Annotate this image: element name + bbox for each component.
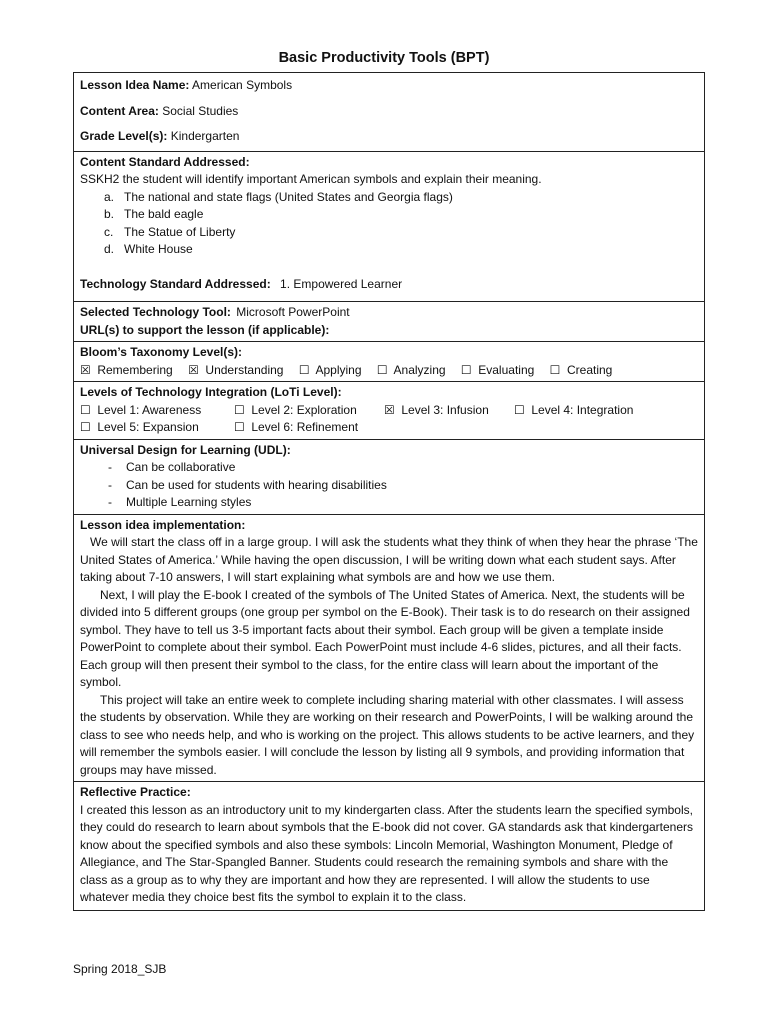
loti-option-level-2[interactable]: ☐ Level 2: Exploration [234,402,384,420]
technology-standard-row [80,276,698,294]
checkbox-checked-icon: ☒ [188,362,199,377]
technology-tool-row [80,304,698,322]
lesson-name-label: Lesson Idea Name: [80,78,190,92]
loti-option-level-5[interactable]: ☐ Level 5: Expansion [80,419,234,437]
page-footer: Spring 2018_SJB [73,962,167,976]
blooms-option-remembering[interactable]: ☒ Remembering [80,362,173,380]
document-title: Basic Productivity Tools (BPT) [278,50,490,66]
url-label: URL(s) to support the lesson (if applicable): [80,322,330,337]
list-item: - Multiple Learning styles [126,494,698,512]
lesson-name-value: American Symbols [192,78,293,92]
content-standard-label: Content Standard Addressed: [80,154,250,169]
content-area-value: Social Studies [162,103,239,118]
loti-options-row-2 [80,419,698,437]
blooms-option-applying[interactable]: ☐ Applying [299,362,362,380]
technology-standard-label: Technology Standard Addressed: [80,276,271,291]
list-item: - Can be collaborative [126,459,698,477]
blooms-option-creating[interactable]: ☐ Creating [550,362,613,380]
grade-level-value: Kindergarten [170,129,240,143]
technology-standard-value: 1. Empowered Learner [280,276,403,291]
lesson-info-section [74,73,704,151]
checkbox-checked-icon: ☒ [384,402,395,417]
technology-tool-label: Selected Technology Tool: [80,305,231,319]
blooms-label: Bloom’s Taxonomy Level(s): [80,345,243,359]
blooms-section [74,341,704,381]
checkbox-empty-icon: ☐ [549,362,561,377]
checkbox-empty-icon: ☐ [80,420,91,434]
grade-level-label: Grade Level(s): [80,129,168,143]
implementation-paragraph-2: Next, I will play the E-book I created of the symbols of The United States of America. Next, the students will be divided into 5 different groups (one group per symbol on the E-Book). Their task is to do research on their assigned symbol. They have to tell us 3-5 important facts about their symbol. Each group will be given a template inside PowerPoint to complete about their symbol. Each PowerPoint must include 4-6 slides, pictures, and all their facts. Each group will then present their symbol to the class, for the entire class will learn about the important of the symbol. [80,587,690,689]
blooms-option-evaluating[interactable]: ☐ Evaluating [461,362,534,380]
implementation-label: Lesson idea implementation: [80,517,246,532]
loti-option-level-4[interactable]: ☐ Level 4: Integration [514,402,633,420]
implementation-section [74,514,704,782]
content-area-row [80,103,698,121]
udl-label: Universal Design for Learning (UDL): [80,442,291,457]
symbols-list [80,189,698,259]
list-item: b. The bald eagle [104,207,204,221]
implementation-paragraph-1: We will start the class off in a large group. I will ask the students what they think of when they hear the phrase ‘The United States of America.’ While having the open discussion, I will be writing down what each student says. After taking about 7-10 answers, I will start explaining what symbols are and how we use them. [80,535,698,584]
checkbox-empty-icon: ☐ [298,362,310,377]
content-area-label: Content Area: [80,103,159,118]
checkbox-empty-icon: ☐ [376,362,388,377]
loti-section [74,381,704,439]
checkbox-empty-icon: ☐ [460,362,472,377]
lesson-form [73,72,705,911]
blooms-options [80,362,698,380]
technology-tool-section [74,301,704,341]
checkbox-empty-icon: ☐ [234,420,245,434]
blooms-option-understanding[interactable]: ☒ Understanding [188,362,283,380]
lesson-name-row [80,77,698,95]
grade-level-row [80,128,698,146]
loti-options-row-1 [80,402,698,420]
loti-option-level-1[interactable]: ☐ Level 1: Awareness [80,402,234,420]
checkbox-checked-icon: ☒ [80,362,91,377]
reflective-section [74,781,704,910]
content-standard-text: SSKH2 the student will identify important American symbols and explain their meaning. [80,172,542,186]
reflective-text: I created this lesson as an introductory unit to my kindergarten class. After the students learn the specified symbols, they could do research to learn about symbols that the E-book did not cover. GA standards ask that kindergarteners know about the specified symbols and also these symbols: Lincoln Memorial, Washington Monument, Pledge of Allegiance, and The Star-Spangled Banner. Students could research the remaining symbols and share with the class as a group as to why they are important and how they are represented. I will allow the students to use whatever media they choice best fits the symbol to explain it to the class. [80,802,694,904]
loti-label: Levels of Technology Integration (LoTi Level): [80,385,342,399]
reflective-label: Reflective Practice: [80,785,191,799]
content-standard-section [74,151,704,302]
checkbox-empty-icon: ☐ [80,402,91,417]
technology-tool-value: Microsoft PowerPoint [236,305,350,319]
list-item: c. The Statue of Liberty [104,224,236,239]
list-item: d. White House [104,242,193,256]
udl-section [74,439,704,514]
list-item: a. The national and state flags (United States and Georgia flags) [104,189,453,204]
checkbox-empty-icon: ☐ [514,402,525,417]
implementation-paragraph-3: This project will take an entire week to complete including sharing material with other classmates. I will assess the students by observation. While they are working on their research and PowerPoints, I will be walking around the class to see who needs help, and who is working on the project. This allows students to be active learners, and they will remember the symbols easier. I will conclude the lesson by listing all 9 symbols, and providing information that groups may have missed. [80,692,695,777]
blooms-option-analyzing[interactable]: ☐ Analyzing [377,362,446,380]
loti-option-level-6[interactable]: ☐ Level 6: Refinement [234,419,358,437]
loti-option-level-3[interactable]: ☒ Level 3: Infusion [384,402,514,420]
list-item: - Can be used for students with hearing disabilities [126,477,698,495]
checkbox-empty-icon: ☐ [234,402,245,417]
udl-list [80,459,698,512]
